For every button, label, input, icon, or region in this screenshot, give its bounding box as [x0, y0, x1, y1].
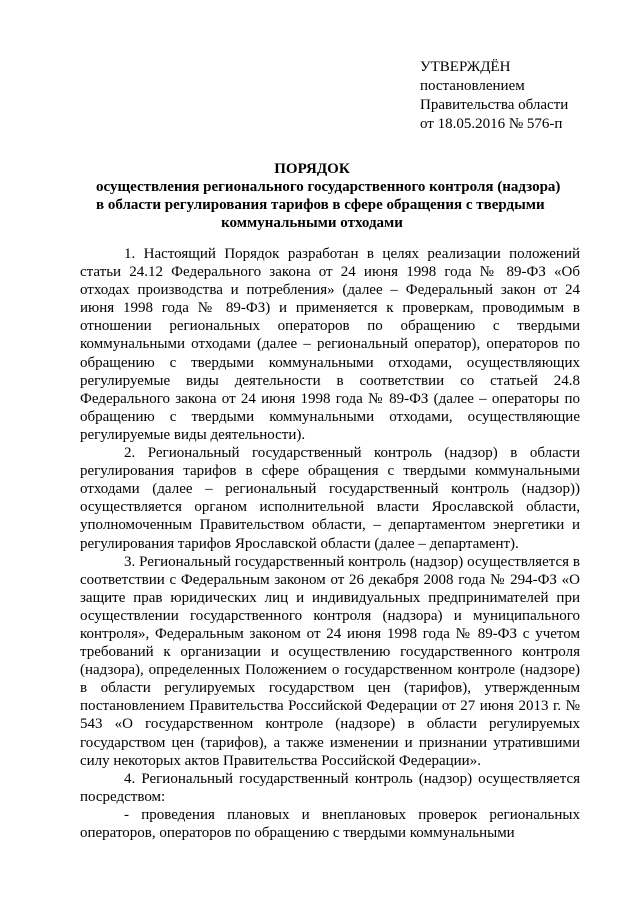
title-subheading: осуществления регионального государственного контроля (надзора) — [96, 179, 561, 195]
paragraph-5: - проведения плановых и внеплановых проверок региональных операторов, операторов по обращению с твердыми коммунальными — [80, 806, 580, 841]
document-body — [80, 245, 580, 842]
title-subheading: в области регулирования тарифов в сфере обращения с твердыми — [96, 197, 545, 213]
approval-block — [420, 58, 568, 134]
paragraph-2: 2. Региональный государственный контроль (надзор) в области регулирования тарифов в сфере обращения с твердыми коммунальными отходами (далее – региональный государственный контроль (надзор)) осуществляется органом исполнительной власти Ярославской области, уполномоченным Правительством области, – департаментом энергетики и регулирования тарифов Ярославской области (далее – департамент). — [80, 445, 580, 552]
approval-heading: УТВЕРЖДЁН — [420, 59, 511, 75]
paragraph-3: 3. Региональный государственный контроль (надзор) осуществляется в соответствии с Федеральным законом от 26 декабря 2008 года № 294-ФЗ «О защите прав юридических лиц и индивидуальных предпринимателей при осуществлении государственного контроля (надзора) и муниципального контроля», Федеральным законом от 24 июня 1998 года № 89-ФЗ с учетом требований к организации и осуществлению государственного контроля (надзора), определенных Положением о государственном контроле (надзоре) в области регулируемых государством цен (тарифов), утвержденным постановлением Правительства Российской Федерации от 27 июня 2013 г. № 543 «О государственном контроле (надзоре) в области регулируемых государством цен (тарифов), а также изменении и признании утратившими силу некоторых актов Правительства Российской Федерации». — [80, 553, 580, 769]
document-title — [96, 160, 561, 232]
approval-line: постановлением — [420, 78, 525, 94]
approval-line: Правительства области — [420, 97, 569, 113]
title-subheading: коммунальными отходами — [221, 215, 403, 231]
title-heading: ПОРЯДОК — [274, 161, 350, 177]
approval-date-line: от 18.05.2016 № 576-п — [420, 116, 563, 132]
paragraph-1: 1. Настоящий Порядок разработан в целях реализации положений статьи 24.12 Федерального закона от 24 июня 1998 года № 89-ФЗ «Об отходах производства и потребления» (далее – Федеральный закон от 24 июня 1998 года № 89-ФЗ) и применяется к проверкам, проводимым в отношении региональных операторов по обращению с твердыми коммунальными отходами (далее – региональный оператор), операторов по обращению с твердыми коммунальными отходами, осуществляющих регулируемые виды деятельности в соответствии со статьей 24.8 Федерального закона от 24 июня 1998 года № 89-ФЗ (далее – операторы по обращению с твердыми коммунальными отходами, осуществляющие регулируемые виды деятельности). — [80, 246, 580, 443]
paragraph-4: 4. Региональный государственный контроль (надзор) осуществляется посредством: — [80, 770, 580, 805]
